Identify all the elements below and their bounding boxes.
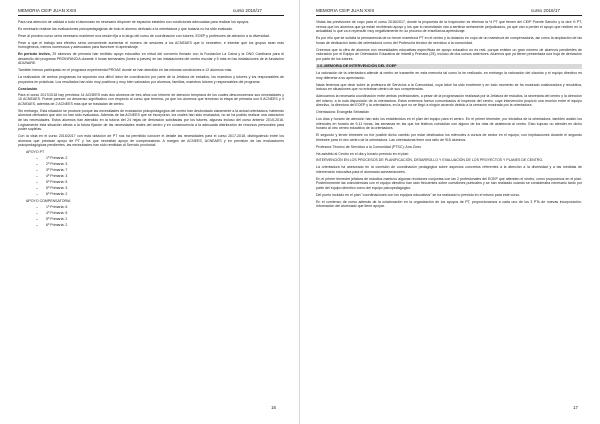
paragraph: Es por ello que se solicita la permanencia de un tercer maestro/a PT en el centro y la dotación en cupo de un maestro/a de compensatoria, así como la ampliación de las horas de dedicación tanto del orientador/a como del Profesor/a técnico de servicios a la comunidad.: [316, 36, 582, 45]
paragraph: Para una atención de calidad a todo el alumnado es necesario disponer de espacios estables con condiciones adecuadas para realizar los apoyos.: [18, 20, 250, 24]
apoyo-pt-list: [36, 156, 284, 196]
course-label: curso 2016/17: [530, 8, 560, 13]
list-item: – 4º Primaria: 5: [36, 211, 284, 216]
paragraph: Pese a que el trabajo sea efectivo sería conveniente aumentar el número de sesiones a los ACNEAES que lo necesiten, e intentar que los grupos sean más homogéneos, menos numerosos y adecuados para favorecer el aprendizaje.: [18, 40, 284, 50]
paragraph: Nada tenemos que decir sobre la profesora de Servicios a la Comunidad, cuya labor ha sido excelente y en todo momento se ha mostrado colaboradora y resolutiva, incluso en situaciones que no entraban dentro de sus competencias.: [316, 82, 582, 92]
paragraph: En el comienzo de curso además de la colaboración en la organización de los apoyos de PT, proporcionamos a cada uno de los 3 PTs de nuevas incorporación, información del alumnado que tiene apoyar.: [316, 199, 582, 209]
paragraph: Para el curso 2017/2018 hay previstos 14 ACNEES más dos alumnos de tres años con informe de atención temprana de los cuales desconocemos sus necesidades y 10 ACNEAES. Puede parecer un descenso significativo con respecto al curso que termina, ya que los alumnos que terminan la etapa de primaria son 5 ACNEES y 4 ACNEAES, además de 2 ACNEES más que se trasladan de centro.: [18, 92, 284, 106]
section-heading: 2.6.-MEMORIA DE INTERVENCIÓN DEL EOEP: [316, 64, 582, 69]
paragraph: Sin embargo, Esta situación se produce porque las necesidades de evaluación psicopedagógica del centro han desbordado claramente a la actual orientadora, habiendo alumnos derivados que aún no han sido evaluados. Además de las ACNEES que se incorporan, los cuales han sido evaluados, no se ha podido realizar una valoración de las necesidades. Estos alumnos han atendido en la tutoría del 24 hejas de derivación solicitadas por los tutores, algunas incluso del curso anterior 2015-2016. Lógicamente esta situación afecta a la futura fijación de las necesidades reales del centro y en consecuencia a la adecuada distribución de recursos personales para poder suplirlas.: [18, 108, 284, 132]
list-item: – 3º Primaria: 7: [36, 168, 284, 173]
list-item: – 6º Primaria: 2: [36, 192, 284, 197]
bold-lead: En periodo lectivo,: [18, 52, 51, 57]
section-heading: Conclusión: [18, 86, 38, 91]
page-header: [18, 8, 284, 16]
apoyo-compensatoria-list: [36, 205, 284, 227]
paragraph: Los días y horario de atención han sido los establecidos en el plan del equipo para el centro. En el primer trimestre, por iniciativa de la orientadora, también asistió los miércoles en horario de 9-11 horas, las semanas en las que los festivos coincidían con alguno de los días de asistencia al centro. Esto supuso no atender en dicho horario al otro centro educativo de la orientadora.: [316, 117, 582, 131]
paragraph: La orientadora ha asesorado en la comisión de coordinación pedagógica sobre aspectos concretos referentes a la atención a la diversidad y a las medidas de intervención educativa para el alumnado acneae/acnees.: [316, 165, 582, 174]
paragraph: Orientadora: Evangelia Sebastián: [316, 110, 370, 115]
paragraph: El segundo y tercer trimestre no fue posible dicho cambio por estar destinados los miércoles a cursos de sector en el equipo, con implicaciones durante el segundo trimestre para el otro centro de la orientadora. Las orientadoras tiene una ratio de 915 alumnos.: [316, 133, 582, 142]
paragraph: [18, 52, 284, 66]
paragraph: La realización de ambos programas ha supuesto una difícil labor de coordinación por parte de la Jefatura de estudios, los maestros y tutores y los responsables de proyectos en prácticas. Los resultados han sido muy positivos y muy bien valorados por alumnos, familias, maestros tutores y responsables del programa.: [18, 75, 284, 84]
paragraph: También hemos participado en el programa experimental PROAE donde se han atendido en las mismas condiciones a 12 alumnos más.: [18, 68, 233, 73]
apoyo-compensatoria-title: APOYO COMPENSATORIA: [26, 198, 71, 203]
list-item: – 1º Primaria: 6: [36, 205, 284, 210]
paragraph: Creemos que la cifra de alumnos con necesidades educativas específicas de apoyo educativo no es real, porque existen un gran número de alumnos pendientes de valoración por el Equipo de Orientación Educativa de Infantil y Primaria (25), incluso de dos cursos anteriores. Alumnos que ya tienen presentada una hoja de derivación por parte de los tutores.: [316, 47, 582, 61]
paragraph: Es necesario realizar las evaluaciones psicopedagógicas de todo el alumno derivado a la orientadora y que todavía no ha sido evaluado.: [18, 26, 234, 31]
page-right: [300, 0, 600, 424]
page-body: [316, 20, 582, 209]
paragraph: Vistas las previsiones de cupo para el curso 2016/2017, donde la propuesta de la Inspección es eliminar la ½ PT que tienen del CEIP Puente Sancho y la otra ½ PT, vemos que los alumnos que ya están recibiendo apoyo y los que lo necesitarán van a sentirse seriamente perjudicados, ya que van a perder el apoyo que reciben en la actualidad lo que va a repercutir muy negativamente en su proceso de enseñanza-aprendizaje.: [316, 20, 582, 34]
paragraph: Adecuamos la necesaria coordinación entre ambas profesionales, a pesar de la programación realizada por la Jefatura de estudios, la secretaria del centro y la dirección del mismo, a la nula disposición de la orientadora. Estos extremos fueron comunicados al inspector del centro, cuya intervención propició una reunión entre el equipo directivo, la directora del EOEP y la orientadora, en la que no se llegó a ningún acuerdo debido a la cerrazón mostrada por la orientadora.: [316, 94, 582, 108]
paragraph: La valoración de la orientadora atiende al centro se transmite en esta memoria tal como la he realizado, en embargo la valoración del claustro y el equipo directivo es muy diferente a su apreciación.: [316, 71, 582, 80]
list-item: – 1º Primaria: 2: [36, 156, 284, 161]
page-header: [316, 8, 582, 16]
paragraph: Ha asistido al Centro en el día y horario previsto en el plan:: [316, 151, 410, 156]
list-item: – 6º Primaria: 2: [36, 223, 284, 228]
paragraph: Pese al próximo curso sería necesario mantener una sesión fija a lo largo del curso de coordinación con tutores, EOEP y profesores de atención a la diversidad.: [18, 33, 270, 38]
paragraph-text: 29 alumnos de primaria han recibido apoyo educativo en virtud del convenio firmado con la Fundación La Caixa y la ONG Cardhana para el desarrollo del programa PROINFANCIA durante 4 horas semanales (lunes a jueves) en las instalaciones del centro escolar y 5 más en las instalaciones de la fundación ADUNARE.: [18, 52, 284, 66]
paragraph: Del punto incluido en el plan "coordinaciones con los equipos educativos" se ha realizado lo previsto en el mismo para este curso.: [316, 192, 521, 197]
list-item: – 5º Primaria: 3: [36, 186, 284, 191]
document-title: MEMORIA CEIP JUAN XXIII: [18, 8, 77, 13]
paragraph: Profesora Técnico de Servicios a la Comunidad (PTSC): Ana Zurro: [316, 144, 422, 149]
paragraph: En el primer trimestre jefatura de estudios mantuvo algunas reuniones conjuntas con las 2 profesionales del EOEP que atienden el centro, como propusimos en el plan. Posteriormente las coincidencias con el equipo directivo han sido frecuentes sobre cuestiones puntuales y se han realizado cuando se consideraba necesario tanto por parte del equipo directivo como del equipo psicopedagógico.: [316, 176, 582, 190]
paragraph: Con la vista en el curso 2016/2017 con esta dotación de PT nos ha permitido conocer el detalle las necesidades para el curso 2017-2018, distinguiendo entre los alumnos que precisan apoyo de PT y los que necesitan apoyo de compensatoria. A margen de ACNEES, ACNEAES y en previsión de las evaluaciones psicopedagógicas pendientes, las necesidades han sido remitidas al Servicio provincial.: [18, 134, 284, 148]
page-number: 16: [271, 405, 276, 410]
paragraph: INTERVENCIÓN EN LOS PROCESOS DE PLANIFICACIÓN, DESARROLLO Y EVALUACIÓN DE LOS PROYECTOS Y PLANES DE CENTRO.: [316, 158, 544, 163]
page-body: [18, 20, 284, 227]
page-number: 17: [573, 405, 578, 410]
list-item: – 2º Primaria: 3: [36, 162, 284, 167]
apoyo-pt-title: APOYO PT: [26, 150, 45, 155]
course-label: curso 2016/17: [232, 8, 262, 13]
list-item: – 5º Primaria: 5: [36, 180, 284, 185]
document-title: MEMORIA CEIP JUAN XXIII: [316, 8, 375, 13]
list-item: – 5º Primaria: 2: [36, 217, 284, 222]
list-item: – 4º Primaria: 3: [36, 174, 284, 179]
